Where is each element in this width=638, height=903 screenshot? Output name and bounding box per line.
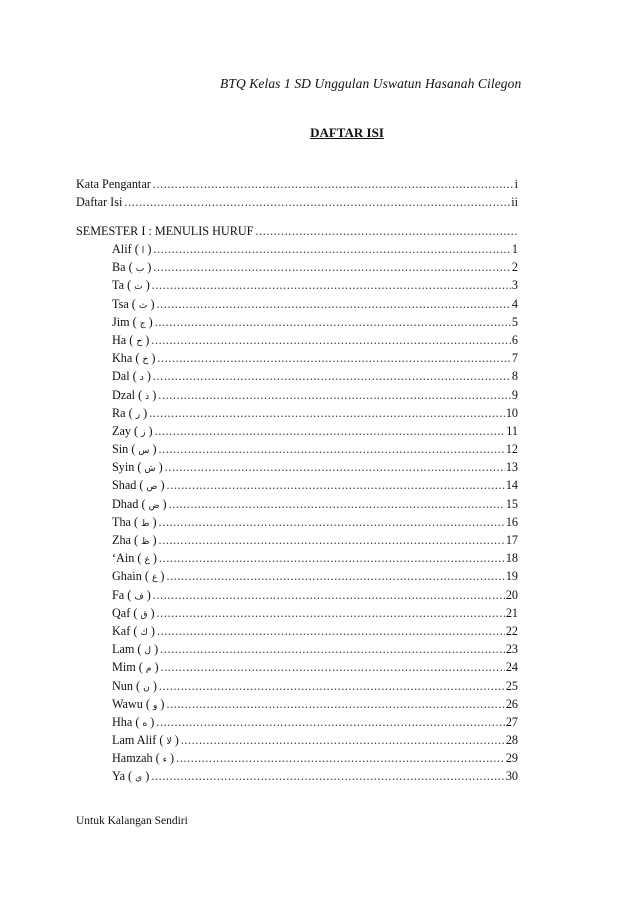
toc-leader-dots (153, 367, 511, 385)
toc-leader-dots (155, 313, 511, 331)
toc-entry-arabic-letter: غ (151, 573, 158, 584)
toc-leader-dots (149, 404, 505, 422)
toc-entry-arabic-letter: ء (162, 755, 167, 766)
toc-entry-label: Lam ( ل ) (112, 642, 159, 657)
toc-leader-dots (176, 749, 505, 767)
toc-leader-dots (167, 476, 505, 494)
toc-entry-name: Ha (112, 332, 127, 347)
running-header: BTQ Kelas 1 SD Unggulan Uswatun Hasanah Cilegon (220, 76, 522, 91)
toc-leader-dots (124, 193, 510, 211)
toc-row[interactable] (76, 313, 518, 331)
toc-leader-dots (165, 458, 505, 476)
toc-section-label: SEMESTER I : MENULIS HURUF (76, 224, 254, 238)
toc-row[interactable] (76, 531, 518, 549)
toc-page-number: 24 (505, 660, 518, 675)
toc-entry-name: Sin (112, 442, 129, 457)
toc-leader-dots (169, 495, 505, 513)
toc-entry-name: Ya (112, 769, 125, 784)
toc-entry-name: Ta (112, 278, 125, 293)
toc-entry-name: Shad (112, 478, 137, 493)
page-title: DAFTAR ISI (310, 125, 384, 140)
toc-entry-arabic-letter: خ (142, 355, 149, 366)
toc-entry-name: Lam (112, 642, 135, 657)
toc-page-number: 8 (511, 369, 518, 384)
toc-entry-label: Tsa ( ث ) (112, 296, 155, 311)
toc-row[interactable] (76, 240, 518, 258)
toc-entry-arabic-letter: ف (134, 591, 144, 602)
toc-entry-name: Tsa (112, 296, 129, 311)
toc-entry-name: Wawu (112, 696, 143, 711)
toc-entry-name: Lam Alif (112, 733, 157, 748)
toc-entry-arabic-letter: ش (144, 464, 156, 475)
toc-leader-dots (159, 549, 505, 567)
toc-entry-arabic-letter: ث (138, 300, 148, 311)
toc-entry-label: Lam Alif ( لا ) (112, 733, 179, 748)
toc-page-number: 6 (511, 332, 518, 347)
toc-leader-dots (160, 640, 505, 658)
toc-row[interactable] (76, 549, 518, 567)
toc-leader-dots (161, 658, 505, 676)
toc-row[interactable] (76, 749, 518, 767)
toc-entry-arabic-letter: ع (144, 555, 150, 566)
toc-leader-dots (151, 767, 505, 785)
toc-entry-label: Ghain ( غ ) (112, 569, 165, 584)
toc-entry-name: Alif (112, 242, 132, 256)
toc-section (76, 222, 518, 240)
toc-leader-dots (153, 175, 514, 193)
page-footer: Untuk Kalangan Sendiri (76, 815, 188, 827)
toc-row[interactable] (76, 567, 518, 585)
toc-row[interactable] (76, 349, 518, 367)
toc-entry-name: Zha (112, 533, 131, 547)
toc-entry-name: Syin (112, 460, 135, 475)
toc-page-number: 20 (505, 587, 518, 602)
toc-entry-label: Syin ( ش ) (112, 460, 163, 475)
toc-entry-arabic-letter: ت (134, 282, 143, 293)
toc-entry-name: Ra (112, 405, 126, 420)
toc-page-number: i (514, 177, 518, 191)
toc-page-number: 30 (505, 769, 518, 784)
toc-leader-dots (255, 222, 517, 240)
toc-row[interactable] (76, 458, 518, 476)
toc-row[interactable] (76, 731, 518, 749)
toc-page-number: 13 (505, 460, 518, 475)
toc-entry-arabic-letter: ز (141, 427, 146, 438)
toc-row[interactable] (76, 295, 518, 313)
toc-entry-arabic-letter: ج (139, 318, 146, 329)
toc-entry-label: Ra ( ر ) (112, 405, 148, 420)
toc-page-number: 14 (505, 478, 518, 493)
toc-entry-arabic-letter: ح (136, 336, 143, 347)
toc-entry-name: Ghain (112, 569, 142, 584)
toc-row[interactable] (76, 695, 518, 713)
toc-leader-dots (166, 567, 504, 585)
toc-entry-arabic-letter: ي (135, 773, 143, 784)
toc-entry-name: Kaf (112, 623, 131, 638)
toc-entry-arabic-letter: ك (140, 627, 148, 638)
toc-row[interactable] (76, 640, 518, 658)
toc-leader-dots (153, 586, 505, 604)
toc-row[interactable] (76, 331, 518, 349)
toc-entry-arabic-letter: م (145, 664, 152, 675)
toc-row[interactable] (76, 258, 518, 276)
toc-page-number: 10 (505, 405, 518, 420)
toc-entry-name: Dzal (112, 387, 136, 402)
toc-entry-label: Wawu ( و ) (112, 696, 165, 711)
toc-page-number: 26 (505, 696, 518, 711)
toc-entry-name: Dhad (112, 496, 139, 511)
toc-entry-label: Alif ( ا ) (112, 242, 152, 256)
toc-entry-label: Zha ( ظ ) (112, 533, 157, 547)
toc-entry-arabic-letter: ذ (145, 391, 150, 402)
toc-leader-dots (152, 276, 511, 294)
toc-row[interactable] (76, 658, 518, 676)
toc-leader-dots (157, 604, 505, 622)
toc-leader-dots (151, 331, 511, 349)
toc-leader-dots (166, 695, 504, 713)
toc-entry-arabic-letter: س (138, 446, 150, 457)
toc-row[interactable] (76, 404, 518, 422)
toc-entry-name: Jim (112, 314, 130, 329)
toc-entry-label: Nun ( ن ) (112, 678, 157, 693)
toc-row[interactable] (76, 604, 518, 622)
toc-page-number: 22 (505, 623, 518, 638)
toc-leader-dots (157, 622, 505, 640)
toc-entry-name: Kha (112, 351, 133, 366)
toc-page-number: 19 (505, 569, 518, 584)
toc-page-number: 3 (511, 278, 518, 293)
toc-page-number: 1 (511, 242, 518, 256)
toc-leader-dots (157, 349, 511, 367)
toc-entry-name: Ba (112, 260, 126, 275)
toc-row[interactable] (76, 767, 518, 785)
toc-entry-name: Fa (112, 587, 125, 602)
toc-page-number: 5 (511, 314, 518, 329)
toc-page-number: 23 (505, 642, 518, 657)
toc-page-number: 4 (511, 296, 518, 311)
toc-entry-arabic-letter: و (153, 700, 158, 711)
toc-page-number: 28 (505, 733, 518, 748)
toc-entries (76, 240, 518, 786)
toc-page-number: 15 (505, 496, 518, 511)
toc-row[interactable] (76, 622, 518, 640)
toc-entry-label (76, 193, 124, 211)
toc-row[interactable] (76, 713, 518, 731)
toc-front-matter (76, 175, 518, 211)
toc-entry-name: Kata Pengantar (76, 177, 151, 191)
toc-entry-label: Shad ( ص ) (112, 478, 165, 493)
toc-entry-label: Kaf ( ك ) (112, 623, 155, 638)
toc-row[interactable] (76, 495, 518, 513)
toc-entry-label: Jim ( ج ) (112, 314, 153, 329)
toc-page-number: ii (511, 195, 518, 210)
toc-leader-dots (153, 258, 511, 276)
toc-entry-label (76, 175, 153, 193)
toc-entry-arabic-letter: ل (144, 646, 152, 657)
toc-leader-dots (159, 677, 505, 695)
toc-row[interactable] (76, 276, 518, 294)
toc-entry-name: Nun (112, 678, 133, 693)
toc-entry-arabic-letter: ط (141, 518, 150, 529)
toc-entry-arabic-letter: ا (141, 246, 145, 256)
toc-entry-label: Hamzah ( ء ) (112, 751, 175, 766)
toc-entry-label: Mim ( م ) (112, 660, 159, 675)
toc-entry-name: Hamzah (112, 751, 153, 766)
toc-page-number: 16 (505, 514, 518, 529)
toc-page-number: 11 (506, 423, 518, 438)
toc-entry-label: Ya ( ي ) (112, 769, 150, 784)
toc-entry-label: Qaf ( ق ) (112, 605, 155, 620)
toc-page-number: 25 (505, 678, 518, 693)
toc-entry-name: Tha (112, 514, 131, 529)
toc-entry-label: Dal ( د ) (112, 369, 151, 384)
toc-page-number: 21 (505, 605, 518, 620)
toc-row[interactable] (76, 677, 518, 695)
toc-page-number: 2 (511, 260, 518, 275)
toc-entry-name: Mim (112, 660, 136, 675)
toc-entry-name: ‘Ain (112, 551, 135, 566)
toc-entry-label: Ta ( ت ) (112, 278, 150, 293)
toc-page-number: 27 (505, 714, 518, 729)
toc-row[interactable] (76, 476, 518, 494)
toc-entry-arabic-letter: ظ (141, 537, 150, 547)
toc-entry-name: Daftar Isi (76, 195, 123, 210)
toc-leader-dots (157, 295, 511, 313)
toc-leader-dots (155, 422, 506, 440)
toc-entry-arabic-letter: ب (135, 264, 145, 275)
toc-entry-name: Hha (112, 714, 133, 729)
toc-entry-label: Ba ( ب ) (112, 260, 152, 275)
toc-entry-label: Zay ( ز ) (112, 423, 153, 438)
toc-entry-name: Qaf (112, 605, 131, 620)
toc-entry-arabic-letter: ص (146, 482, 158, 493)
toc-row[interactable] (76, 386, 518, 404)
toc-entry-arabic-letter: لا (166, 737, 172, 748)
toc-leader-dots (158, 386, 511, 404)
toc-leader-dots (153, 240, 510, 258)
toc-entry-arabic-letter: ق (140, 609, 148, 620)
toc-row[interactable] (76, 513, 518, 531)
toc-entry-name: Zay (112, 423, 131, 438)
toc-leader-dots (159, 513, 505, 531)
toc-entry-label: Hha ( ه ) (112, 714, 155, 729)
toc-entry-label: Kha ( خ ) (112, 351, 156, 366)
toc-entry-arabic-letter: ن (143, 682, 150, 693)
toc-entry-name: Dal (112, 369, 130, 384)
toc-row[interactable] (76, 175, 518, 193)
toc-section-row[interactable] (76, 222, 518, 240)
toc-entry-label: Dzal ( ذ ) (112, 387, 157, 402)
toc-row[interactable] (76, 440, 518, 458)
toc-entry-arabic-letter: ه (142, 718, 148, 729)
toc-leader-dots (156, 713, 505, 731)
toc-entry-label: Dhad ( ض ) (112, 496, 167, 511)
toc-page-number: 29 (505, 751, 518, 766)
toc-entry-label: ‘Ain ( ع ) (112, 551, 157, 566)
toc-row[interactable] (76, 193, 518, 211)
toc-page-number: 7 (511, 351, 518, 366)
toc-entry-label: Fa ( ف ) (112, 587, 151, 602)
toc-page-number: 9 (511, 387, 518, 402)
toc-entry-arabic-letter: ض (148, 500, 160, 511)
toc-leader-dots (159, 531, 505, 549)
toc-page-number: 17 (505, 533, 518, 547)
toc-leader-dots (181, 731, 505, 749)
toc-page-number: 18 (505, 551, 518, 566)
toc-entry-label: Sin ( س ) (112, 442, 157, 457)
toc-row[interactable] (76, 586, 518, 604)
toc-leader-dots (159, 440, 505, 458)
toc-row[interactable] (76, 422, 518, 440)
toc-row[interactable] (76, 367, 518, 385)
toc-entry-label: Ha ( ح ) (112, 332, 150, 347)
toc-entry-label: Tha ( ط ) (112, 514, 157, 529)
toc-entry-arabic-letter: د (139, 373, 144, 384)
toc-entry-arabic-letter: ر (135, 409, 141, 420)
toc-page-number: 12 (505, 442, 518, 457)
